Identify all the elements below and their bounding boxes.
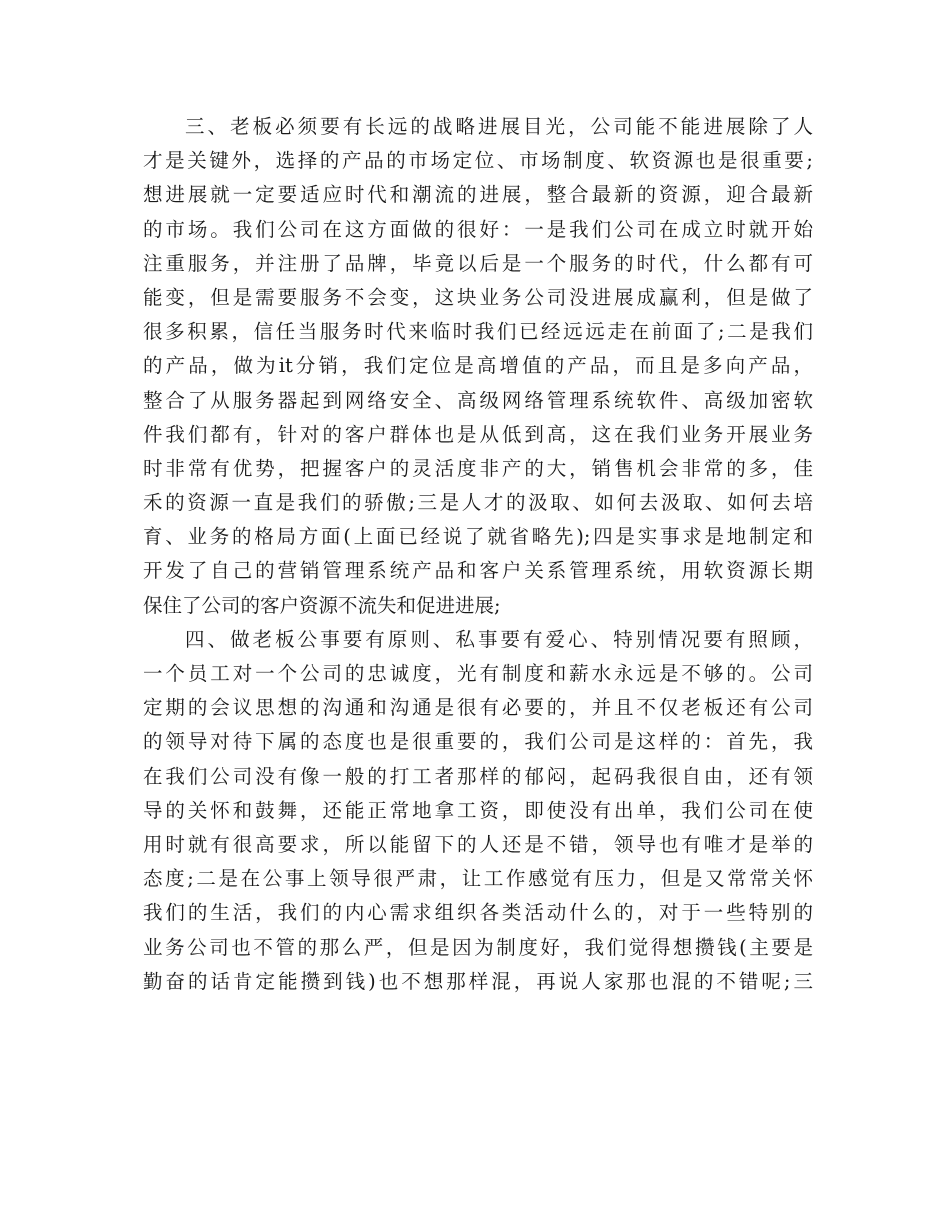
paragraph-four <box>143 623 813 999</box>
text-line: 才是关键外，选择的产品的市场定位、市场制度、软资源也是很重要; <box>143 149 813 173</box>
text-line: 想进展就一定要适应时代和潮流的进展，整合最新的资源，迎合最新 <box>143 183 813 207</box>
text-line: 导的关怀和鼓舞，还能正常地拿工资，即使没有出单，我们公司在使 <box>143 798 813 822</box>
text-line: 能变，但是需要服务不会变，这块业务公司没进展成赢利，但是做了 <box>143 285 813 309</box>
text-line: 禾的资源一直是我们的骄傲;三是人才的汲取、如何去汲取、如何去培 <box>143 491 813 515</box>
text-line: 一个员工对一个公司的忠诚度，光有制度和薪水永远是不够的。公司 <box>143 662 813 685</box>
text-line: 开发了自己的营销管理系统产品和客户关系管理系统，用软资源长期 <box>143 559 813 583</box>
document-body <box>143 110 813 999</box>
text-line: 用时就有很高要求，所以能留下的人还是不错，领导也有唯才是举的 <box>143 832 813 856</box>
text-line: 整合了从服务器起到网络安全、高级网络管理系统软件、高级加密软 <box>143 388 813 412</box>
paragraph-three <box>143 110 813 623</box>
text-line: 保住了公司的客户资源不流失和促进进展; <box>143 593 501 617</box>
text-line: 的产品，做为it分销，我们定位是高增值的产品，而且是多向产品， <box>143 354 813 378</box>
text-line: 件我们都有，针对的客户群体也是从低到高，这在我们业务开展业务 <box>143 422 813 446</box>
text-line: 四、做老板公事要有原则、私事要有爱心、特别情况要有照顾， <box>185 627 813 651</box>
text-line: 态度;二是在公事上领导很严肃，让工作感觉有压力，但是又常常关怀 <box>143 867 813 891</box>
text-line: 的市场。我们公司在这方面做的很好：一是我们公司在成立时就开始 <box>143 217 813 241</box>
text-line: 注重服务，并注册了品牌，毕竟以后是一个服务的时代，什么都有可 <box>143 251 813 275</box>
text-line: 业务公司也不管的那么严，但是因为制度好，我们觉得想攒钱(主要是 <box>143 935 813 959</box>
text-line: 在我们公司没有像一般的打工者那样的郁闷，起码我很自由，还有领 <box>143 764 813 788</box>
text-line: 三、老板必须要有长远的战略进展目光，公司能不能进展除了人 <box>185 115 813 138</box>
text-line: 育、业务的格局方面(上面已经说了就省略先);四是实事求是地制定和 <box>143 525 813 549</box>
text-line: 的领导对待下属的态度也是很重要的，我们公司是这样的：首先，我 <box>143 730 813 754</box>
text-line: 我们的生活，我们的内心需求组织各类活动什么的，对于一些特别的 <box>143 901 813 925</box>
text-line: 很多积累，信任当服务时代来临时我们已经远远走在前面了;二是我们 <box>143 320 813 344</box>
text-line: 定期的会议思想的沟通和沟通是很有必要的，并且不仅老板还有公司 <box>143 696 813 720</box>
text-line: 勤奋的话肯定能攒到钱)也不想那样混，再说人家那也混的不错呢;三 <box>143 969 813 993</box>
text-line: 时非常有优势，把握客户的灵活度非产的大，销售机会非常的多，佳 <box>143 456 813 480</box>
